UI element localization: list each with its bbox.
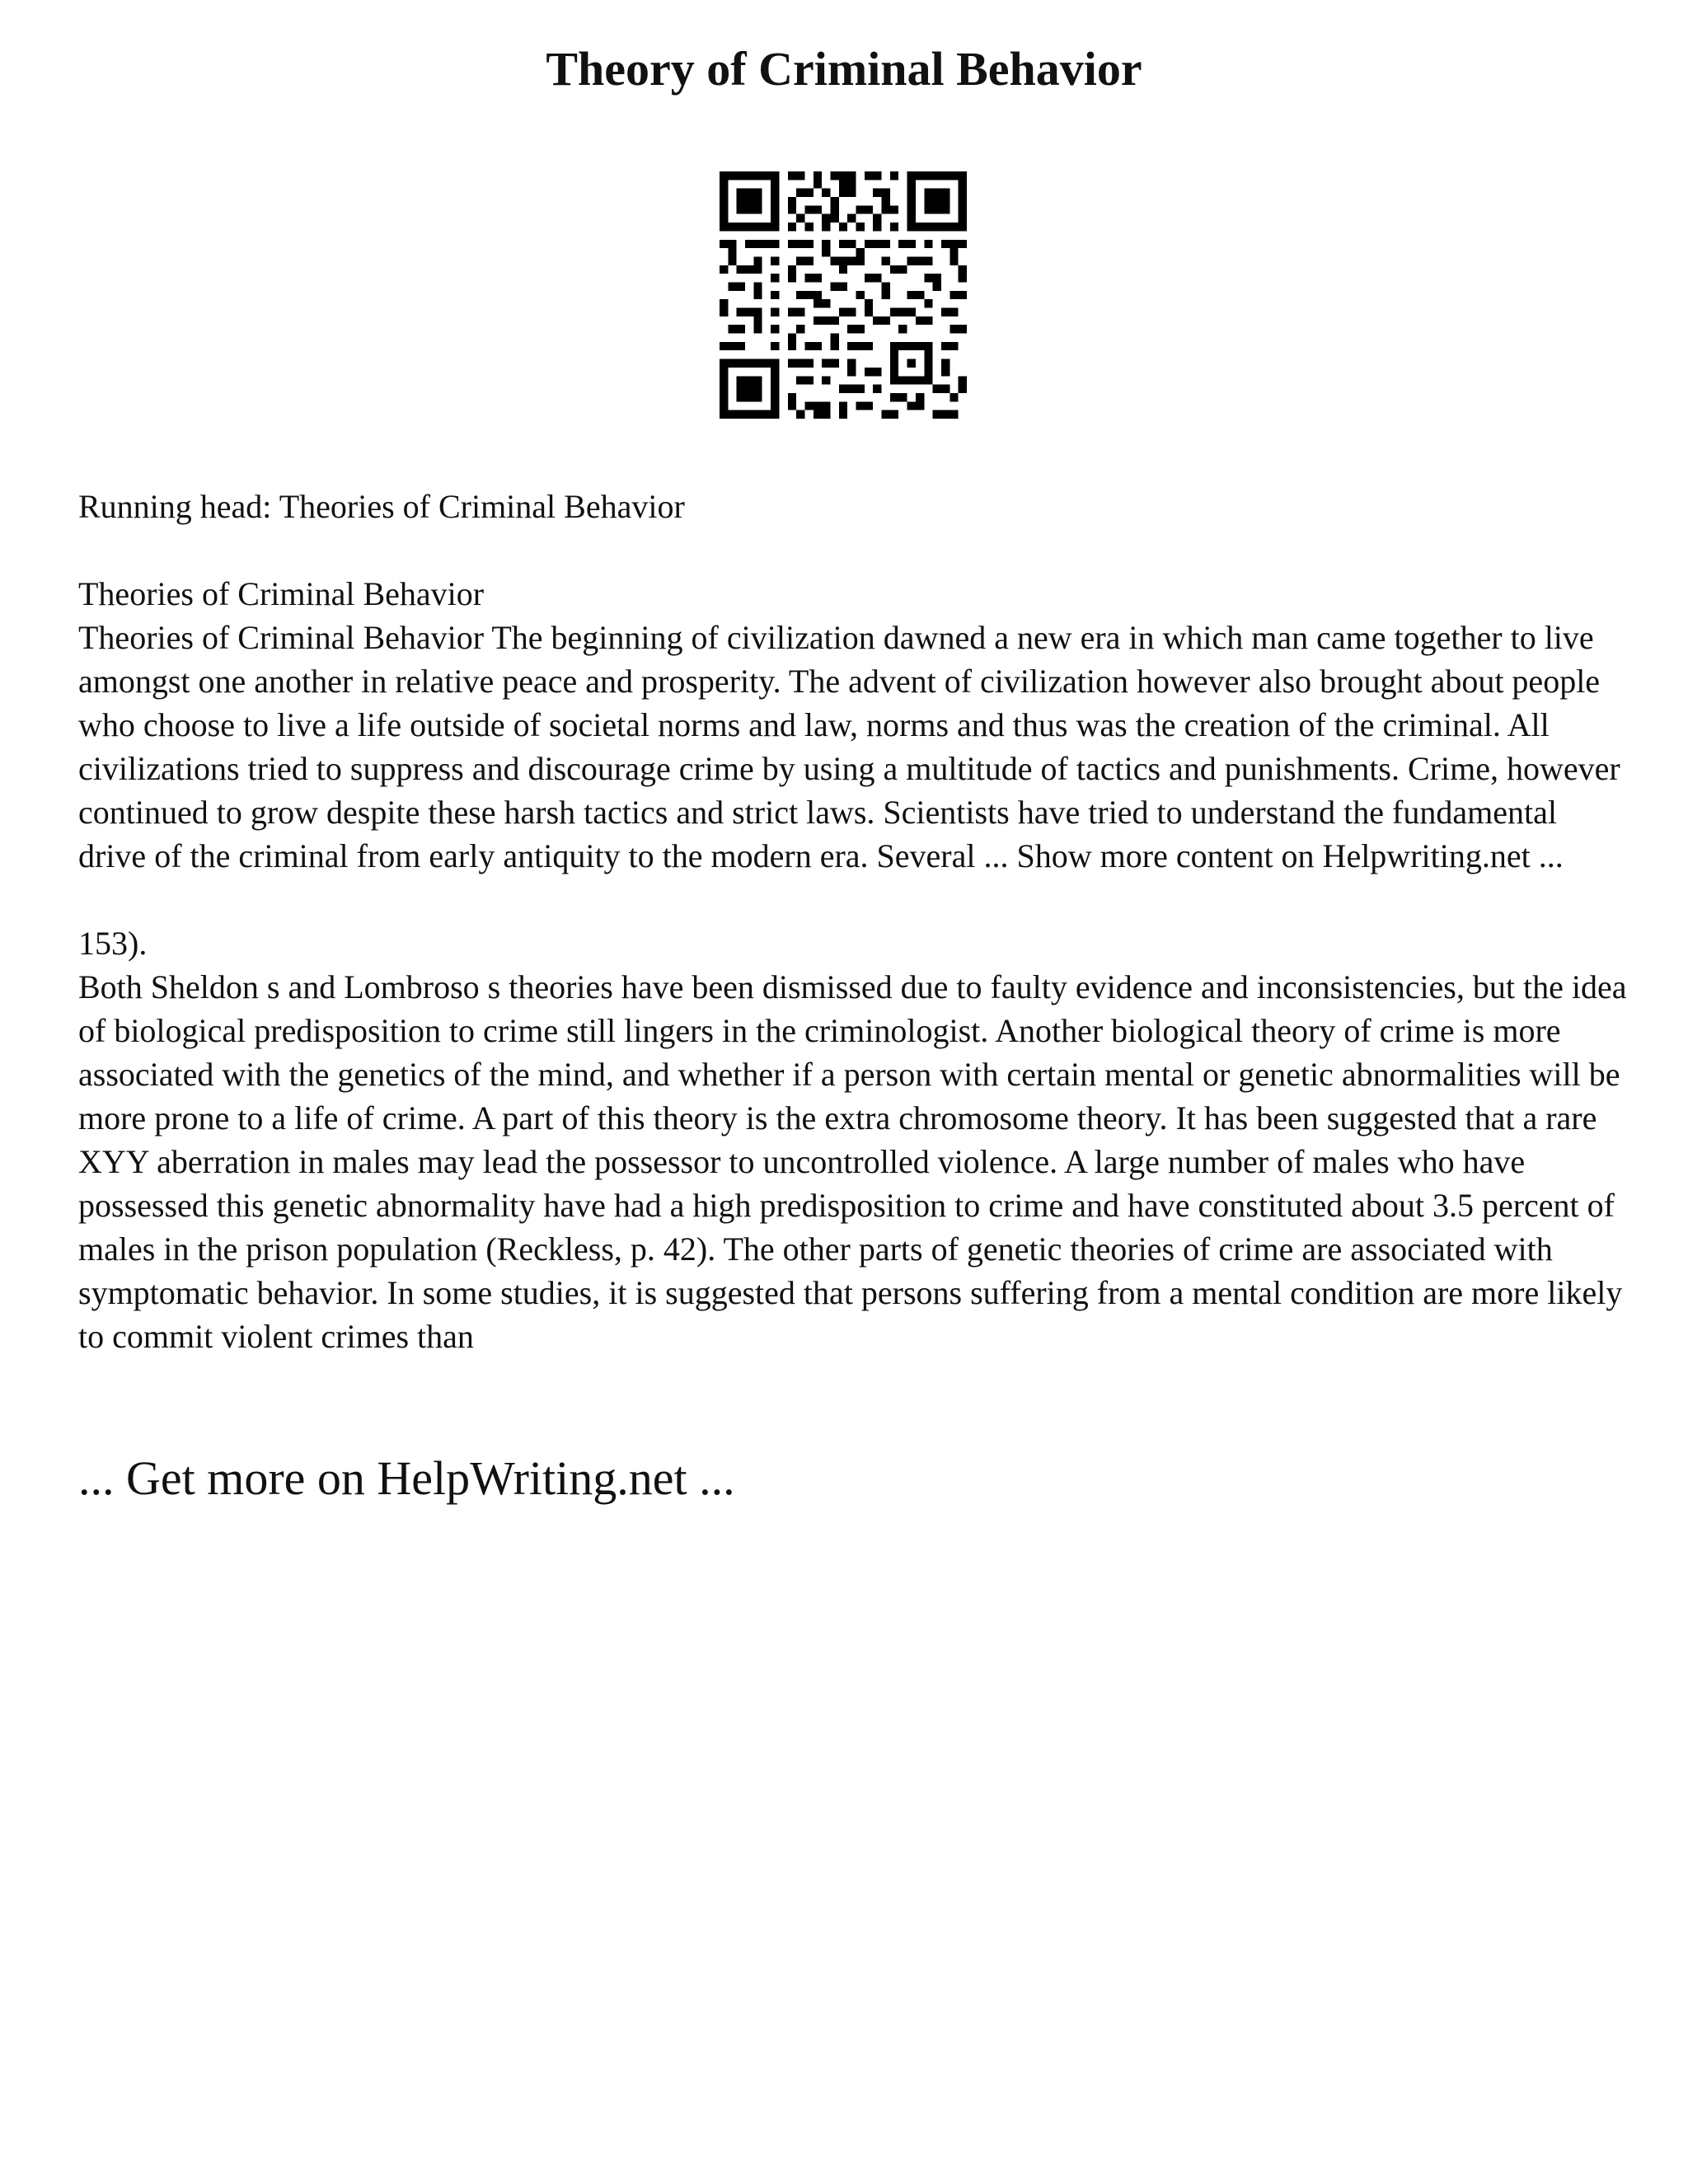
get-more-link[interactable]: ... Get more on HelpWriting.net ... xyxy=(78,1451,735,1505)
page-fragment: 153). xyxy=(78,925,148,962)
qr-code-icon[interactable] xyxy=(720,171,967,419)
intro-paragraph: Theories of Criminal Behavior The beginning of civilization dawned a new era in which man came together to live amongst one another in relative peace and prosperity. The advent of civilization however also brought about people who choose to live a life outside of societal norms and law, norms and thus was the creation of the criminal. All civilizations tried to suppress and discourage crime by using a multitude of tactics and punishments. Crime, however continued to grow despite these harsh tactics and strict laws. Scientists have tried to understand the fundamental drive of the criminal from early antiquity to the modern era. Several ... Show more content on Helpwriting.net ... xyxy=(78,619,1620,874)
document-title: Theory of Criminal Behavior xyxy=(546,42,1142,96)
section-title: Theories of Criminal Behavior xyxy=(78,575,485,612)
second-paragraph: Both Sheldon s and Lombroso s theories have been dismissed due to faulty evidence and inconsistencies, but the idea of biological predisposition to crime still lingers in the criminologist. Another biological theory of crime is more associated with the genetics of the mind, and whether if a person with certain mental or genetic abnormalities will be more prone to a life of crime. A part of this theory is the extra chromosome theory. It has been suggested that a rare XYY aberration in males may lead the possessor to uncontrolled violence. A large number of males who have possessed this genetic abnormality have had a high predisposition to crime and have constituted about 3.5 percent of males in the prison population (Reckless, p. 42). The other parts of genetic theories of crime are associated with symptomatic behavior. In some studies, it is suggested that persons suffering from a mental condition are more likely to commit violent crimes than xyxy=(78,968,1627,1355)
running-head: Running head: Theories of Criminal Behavior xyxy=(78,488,685,525)
